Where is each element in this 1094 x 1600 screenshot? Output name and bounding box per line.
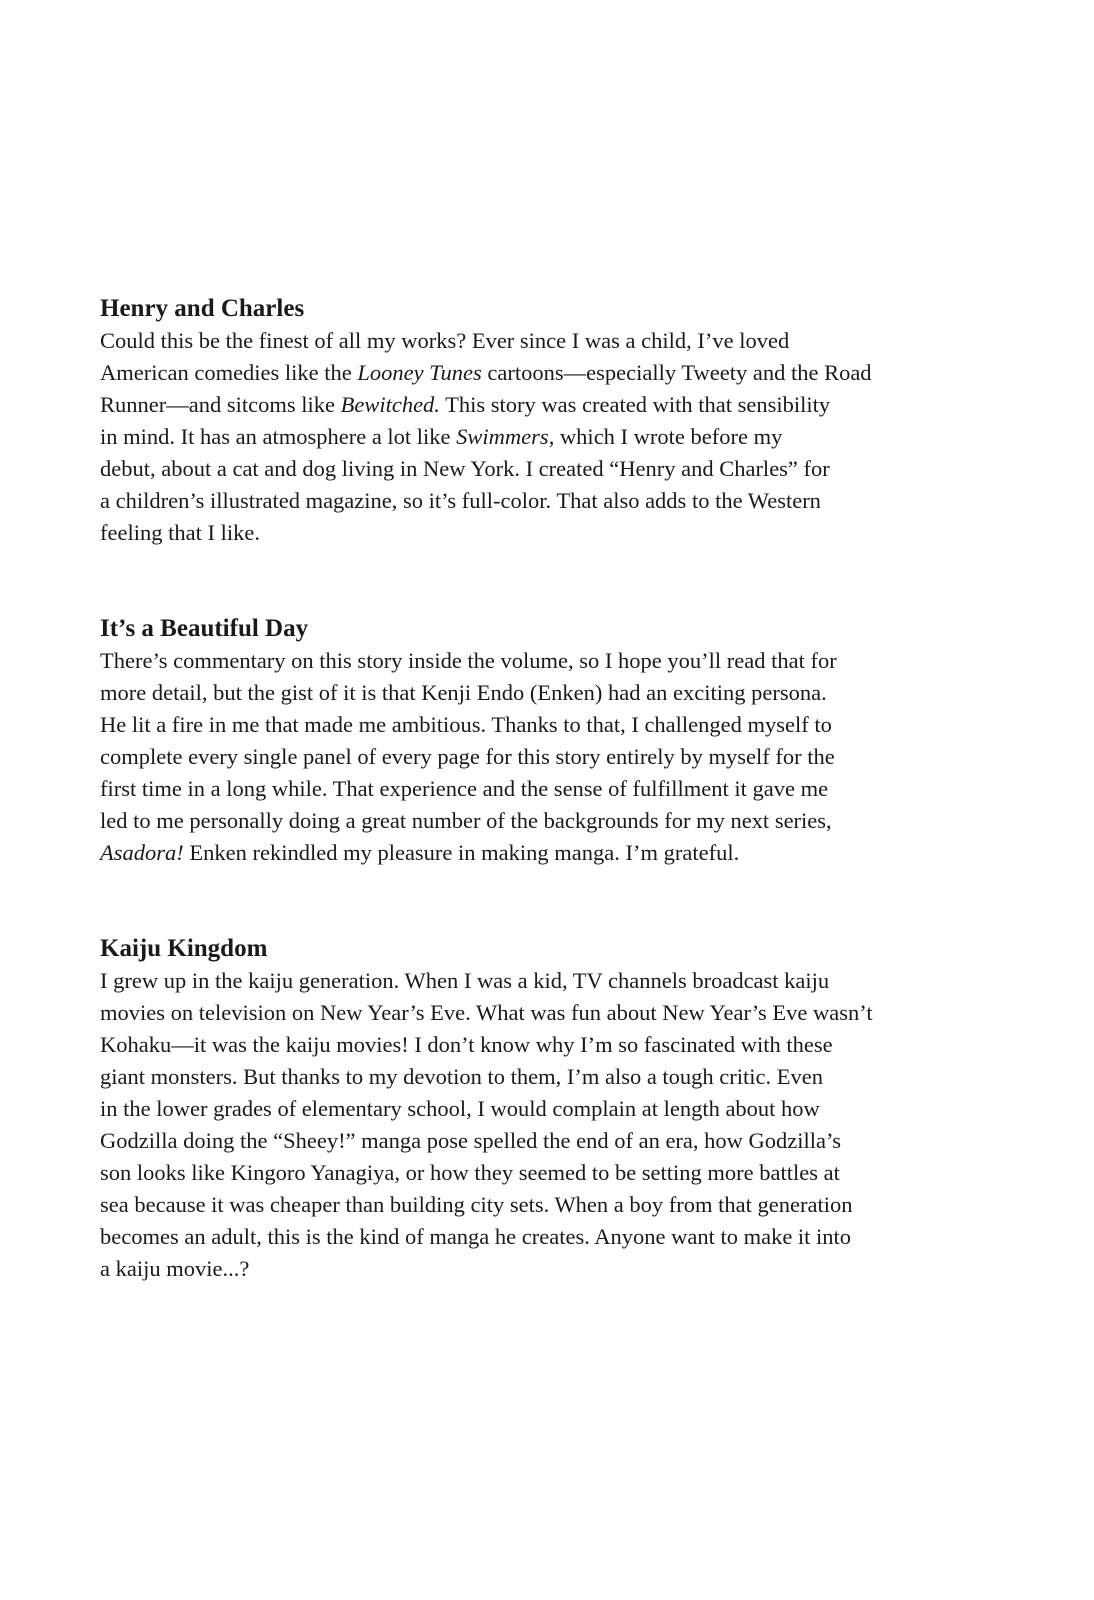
commentary-section [100,613,1000,869]
body-text: becomes an adult, this is the kind of manga he creates. Anyone want to make it into [100,1224,852,1249]
body-text-line [100,485,1000,517]
body-text-line [100,965,1000,997]
body-text: giant monsters. But thanks to my devotion to them, I’m also a tough critic. Even [100,1064,824,1089]
body-text-line [100,1157,1000,1189]
body-text: first time in a long while. That experience and the sense of fulfillment it gave me [100,776,829,801]
body-text-line [100,357,1000,389]
body-text: There’s commentary on this story inside the volume, so I hope you’ll read that for [100,648,837,673]
body-text: complete every single panel of every page for this story entirely by myself for the [100,744,835,769]
body-text-line [100,1189,1000,1221]
body-text: son looks like Kingoro Yanagiya, or how they seemed to be setting more battles at [100,1160,840,1185]
document-page [100,293,1000,1349]
body-text: I grew up in the kaiju generation. When I was a kid, TV channels broadcast kaiju [100,968,830,993]
body-text-line [100,1253,1000,1285]
body-text-line [100,997,1000,1029]
section-title: Henry and Charles [100,295,305,322]
body-text-line [100,677,1000,709]
body-text-line [100,741,1000,773]
body-text-line [100,805,1000,837]
italic-title-text: Swimmers [456,424,549,449]
section-title: It’s a Beautiful Day [100,615,309,642]
body-text: debut, about a cat and dog living in New York. I created “Henry and Charles” for [100,456,830,481]
body-text: Kohaku—it was the kaiju movies! I don’t know why I’m so fascinated with these [100,1032,833,1057]
body-text: Could this be the finest of all my works? Ever since I was a child, I’ve loved [100,328,790,353]
section-title: Kaiju Kingdom [100,935,268,962]
body-text: Godzilla doing the “Sheey!” manga pose spelled the end of an era, how Godzilla’s [100,1128,842,1153]
italic-title-text: Looney Tunes [357,360,482,385]
body-text: sea because it was cheaper than building city sets. When a boy from that generation [100,1192,853,1217]
commentary-section [100,293,1000,549]
body-text-line [100,389,1000,421]
commentary-section [100,933,1000,1285]
body-text: movies on television on New Year’s Eve. What was fun about New Year’s Eve wasn’t [100,1000,873,1025]
body-text-line [100,1125,1000,1157]
body-text: , which I wrote before my [548,424,783,449]
body-text: Enken rekindled my pleasure in making manga. I’m grateful. [183,840,740,865]
body-text: led to me personally doing a great number of the backgrounds for my next series, [100,808,832,833]
commentary-sections [100,293,1000,1285]
body-text-line [100,453,1000,485]
body-text: American comedies like the [100,360,358,385]
body-text-line [100,709,1000,741]
body-text: This story was created with that sensibility [439,392,831,417]
body-text: feeling that I like. [100,520,260,545]
body-text: cartoons—especially Tweety and the Road [481,360,872,385]
body-text: a kaiju movie...? [100,1256,250,1281]
body-text-line [100,421,1000,453]
body-text-line [100,1221,1000,1253]
body-text-line [100,773,1000,805]
body-text: in mind. It has an atmosphere a lot like [100,424,457,449]
body-text: Runner—and sitcoms like [100,392,341,417]
body-text: in the lower grades of elementary school, I would complain at length about how [100,1096,820,1121]
body-text-line [100,837,1000,869]
body-text: He lit a fire in me that made me ambitious. Thanks to that, I challenged myself to [100,712,832,737]
body-text-line [100,1029,1000,1061]
body-text: more detail, but the gist of it is that Kenji Endo (Enken) had an exciting persona. [100,680,827,705]
italic-title-text: Asadora! [100,840,184,865]
body-text-line [100,1093,1000,1125]
body-text-line [100,325,1000,357]
body-text-line [100,645,1000,677]
body-text-line [100,1061,1000,1093]
italic-title-text: Bewitched. [340,392,440,417]
body-text-line [100,517,1000,549]
body-text: a children’s illustrated magazine, so it’s full-color. That also adds to the Western [100,488,821,513]
